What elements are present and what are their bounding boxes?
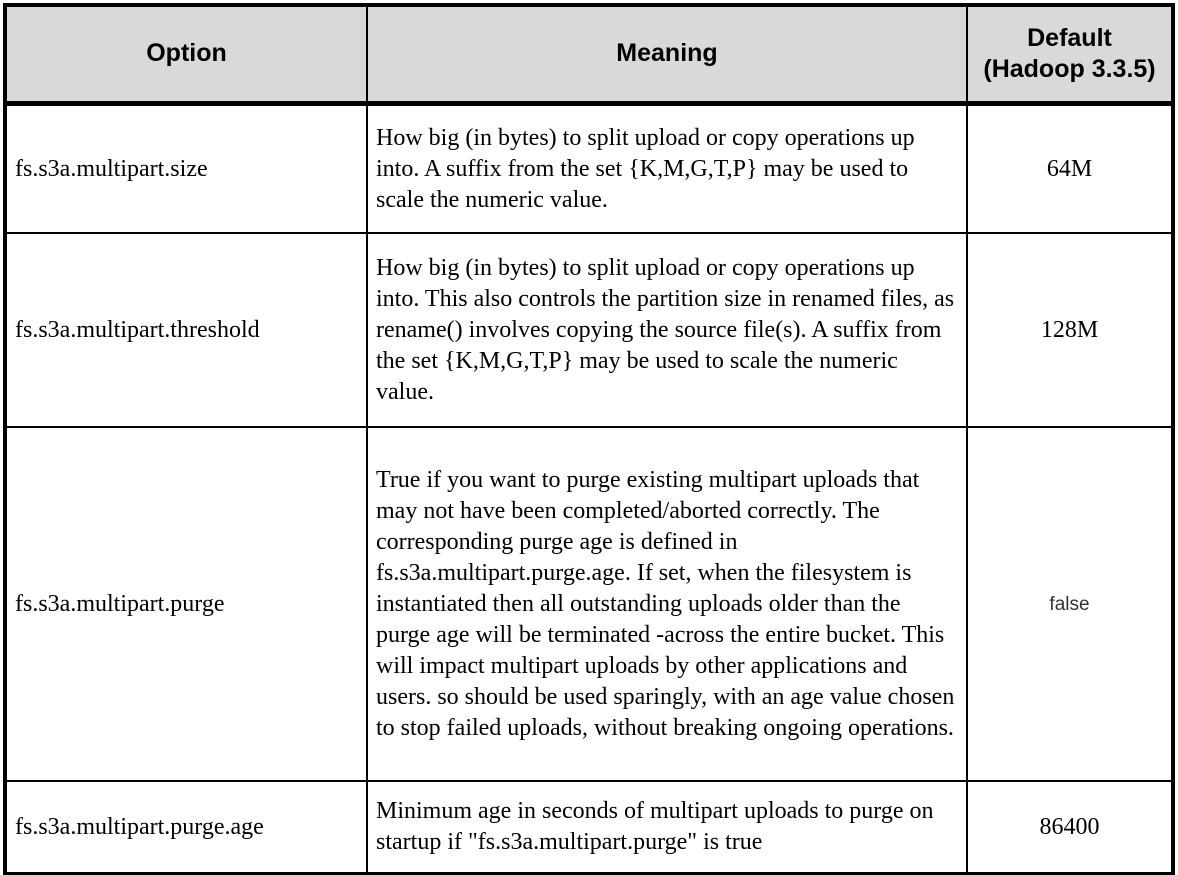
table-row [5, 233, 1173, 427]
column-header-meaning [367, 5, 967, 104]
table-row [5, 781, 1173, 874]
default-cell: 64M [967, 104, 1173, 234]
table-row [5, 427, 1173, 781]
meaning-cell: True if you want to purge existing multipart uploads that may not have been completed/aborted correctly. The corresponding purge age is defined in fs.s3a.multipart.purge.age. If set, when the filesystem is instantiated then all outstanding uploads older than the purge age will be terminated -across the entire bucket. This will impact multipart uploads by other applications and users. so should be used sparingly, with an age value chosen to stop failed uploads, without breaking ongoing operations. [367, 427, 967, 781]
meaning-cell: How big (in bytes) to split upload or copy operations up into. This also controls the partition size in renamed files, as rename() involves copying the source file(s). A suffix from the set {K,M,G,T,P} may be used to scale the numeric value. [367, 233, 967, 427]
default-cell: 86400 [967, 781, 1173, 874]
table-header [5, 5, 1173, 104]
column-header-default [967, 5, 1173, 104]
option-cell: fs.s3a.multipart.threshold [5, 233, 367, 427]
column-header-option-label: Option [146, 39, 227, 68]
default-cell: 128M [967, 233, 1173, 427]
option-cell: fs.s3a.multipart.purge [5, 427, 367, 781]
column-header-option [5, 5, 367, 104]
option-cell: fs.s3a.multipart.size [5, 104, 367, 234]
meaning-cell: How big (in bytes) to split upload or copy operations up into. A suffix from the set {K,M,G,T,P} may be used to scale the numeric value. [367, 104, 967, 234]
column-header-default-sublabel: (Hadoop 3.3.5) [983, 55, 1156, 83]
config-options-table [3, 3, 1175, 875]
meaning-cell: Minimum age in seconds of multipart uploads to purge on startup if "fs.s3a.multipart.purge" is true [367, 781, 967, 874]
table-body [5, 104, 1173, 875]
column-header-meaning-label: Meaning [616, 39, 718, 68]
header-row [5, 5, 1173, 104]
column-header-default-label: Default [1027, 23, 1112, 52]
default-cell: false [967, 427, 1173, 781]
table-row [5, 104, 1173, 234]
option-cell: fs.s3a.multipart.purge.age [5, 781, 367, 874]
